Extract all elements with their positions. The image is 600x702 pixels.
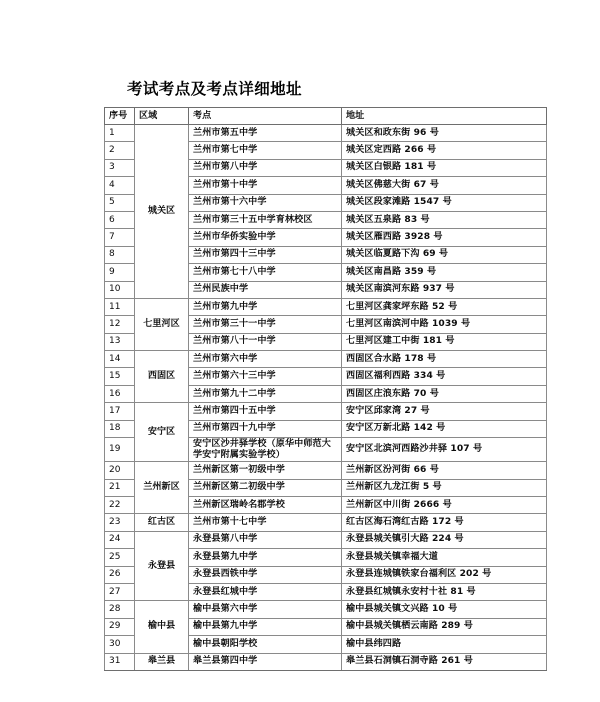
- cell-address: 皋兰县石洞镇石洞寺路 261 号: [342, 653, 547, 670]
- cell-address: 城关区临夏路下沟 69 号: [342, 246, 547, 263]
- table-row: [105, 125, 547, 142]
- table-header-row: [105, 108, 547, 125]
- column-header-region: 区域: [135, 108, 189, 125]
- cell-site: 兰州民族中学: [189, 281, 342, 298]
- cell-site: 兰州市第六十三中学: [189, 368, 342, 385]
- cell-site: 永登县第九中学: [189, 549, 342, 566]
- cell-site: 兰州市第四十九中学: [189, 420, 342, 437]
- cell-address: 兰州新区汾河街 66 号: [342, 462, 547, 479]
- cell-region: 西固区: [135, 351, 189, 403]
- cell-seq: 11: [105, 298, 135, 315]
- cell-site: 兰州市第七十八中学: [189, 264, 342, 281]
- cell-seq: 4: [105, 177, 135, 194]
- cell-site: 兰州市第四十三中学: [189, 246, 342, 263]
- cell-site: 榆中县第九中学: [189, 618, 342, 635]
- cell-site: 兰州市第七中学: [189, 142, 342, 159]
- cell-site: 兰州市第四十五中学: [189, 403, 342, 420]
- cell-address: 安宁区邱家湾 27 号: [342, 403, 547, 420]
- cell-address: 城关区白银路 181 号: [342, 159, 547, 176]
- column-header-site: 考点: [189, 108, 342, 125]
- cell-region: 兰州新区: [135, 462, 189, 514]
- cell-address: 永登县红城镇永安村十社 81 号: [342, 583, 547, 600]
- cell-site: 兰州市第九中学: [189, 298, 342, 315]
- cell-site: 兰州新区第二初级中学: [189, 479, 342, 496]
- cell-site: 兰州市第十七中学: [189, 514, 342, 531]
- cell-address: 城关区南昌路 359 号: [342, 264, 547, 281]
- table-row: [105, 653, 547, 670]
- cell-seq: 17: [105, 403, 135, 420]
- cell-seq: 6: [105, 211, 135, 228]
- cell-address: 城关区五泉路 83 号: [342, 211, 547, 228]
- cell-address: 城关区南滨河东路 937 号: [342, 281, 547, 298]
- cell-region: 榆中县: [135, 601, 189, 653]
- cell-address: 永登县城关镇幸福大道: [342, 549, 547, 566]
- cell-address: 永登县连城镇铁家台福利区 202 号: [342, 566, 547, 583]
- cell-address: 城关区佛慈大街 67 号: [342, 177, 547, 194]
- cell-address: 西固区合水路 178 号: [342, 351, 547, 368]
- cell-seq: 18: [105, 420, 135, 437]
- cell-address: 城关区段家滩路 1547 号: [342, 194, 547, 211]
- cell-seq: 26: [105, 566, 135, 583]
- cell-seq: 25: [105, 549, 135, 566]
- cell-seq: 5: [105, 194, 135, 211]
- cell-address: 七里河区南滨河中路 1039 号: [342, 316, 547, 333]
- cell-site: 兰州市第十中学: [189, 177, 342, 194]
- cell-site: 兰州市第十六中学: [189, 194, 342, 211]
- cell-seq: 3: [105, 159, 135, 176]
- cell-site: 兰州市第六中学: [189, 351, 342, 368]
- cell-site: 榆中县第六中学: [189, 601, 342, 618]
- cell-site: 兰州市第五中学: [189, 125, 342, 142]
- cell-region: 皋兰县: [135, 653, 189, 670]
- cell-region: 红古区: [135, 514, 189, 531]
- cell-seq: 22: [105, 497, 135, 514]
- cell-seq: 19: [105, 438, 135, 462]
- cell-address: 西固区福利西路 334 号: [342, 368, 547, 385]
- cell-site: 皋兰县第四中学: [189, 653, 342, 670]
- cell-site: 安宁区沙井驿学校（原华中师范大学安宁附属实验学校）: [189, 438, 342, 462]
- cell-address: 兰州新区中川街 2666 号: [342, 497, 547, 514]
- cell-seq: 28: [105, 601, 135, 618]
- cell-seq: 2: [105, 142, 135, 159]
- cell-address: 城关区定西路 266 号: [342, 142, 547, 159]
- column-header-address: 地址: [342, 108, 547, 125]
- cell-address: 榆中县纬四路: [342, 636, 547, 653]
- cell-address: 榆中县城关镇文兴路 10 号: [342, 601, 547, 618]
- cell-seq: 23: [105, 514, 135, 531]
- cell-seq: 31: [105, 653, 135, 670]
- table-row: [105, 351, 547, 368]
- cell-address: 兰州新区九龙江街 5 号: [342, 479, 547, 496]
- cell-seq: 13: [105, 333, 135, 350]
- cell-address: 安宁区北滨河西路沙井驿 107 号: [342, 438, 547, 462]
- cell-region: 城关区: [135, 125, 189, 299]
- cell-site: 永登县西铁中学: [189, 566, 342, 583]
- cell-seq: 10: [105, 281, 135, 298]
- cell-site: 兰州市第九十二中学: [189, 385, 342, 402]
- cell-address: 永登县城关镇引大路 224 号: [342, 531, 547, 548]
- exam-sites-table-container: [104, 107, 546, 671]
- cell-region: 七里河区: [135, 298, 189, 350]
- cell-seq: 9: [105, 264, 135, 281]
- cell-site: 兰州市第八中学: [189, 159, 342, 176]
- cell-seq: 21: [105, 479, 135, 496]
- cell-site: 永登县红城中学: [189, 583, 342, 600]
- exam-sites-table: [104, 107, 547, 671]
- cell-region: 永登县: [135, 531, 189, 601]
- cell-seq: 29: [105, 618, 135, 635]
- cell-address: 安宁区万新北路 142 号: [342, 420, 547, 437]
- cell-address: 城关区和政东街 96 号: [342, 125, 547, 142]
- cell-seq: 12: [105, 316, 135, 333]
- cell-address: 西固区庄浪东路 70 号: [342, 385, 547, 402]
- cell-site: 永登县第八中学: [189, 531, 342, 548]
- table-row: [105, 601, 547, 618]
- cell-seq: 20: [105, 462, 135, 479]
- cell-seq: 1: [105, 125, 135, 142]
- cell-site: 兰州市第八十一中学: [189, 333, 342, 350]
- cell-seq: 14: [105, 351, 135, 368]
- cell-site: 兰州新区瑞岭名郡学校: [189, 497, 342, 514]
- table-row: [105, 403, 547, 420]
- cell-region: 安宁区: [135, 403, 189, 462]
- table-row: [105, 531, 547, 548]
- table-body: [105, 125, 547, 671]
- table-header: [105, 108, 547, 125]
- cell-site: 兰州市第三十五中学育林校区: [189, 211, 342, 228]
- cell-site: 兰州新区第一初级中学: [189, 462, 342, 479]
- cell-seq: 7: [105, 229, 135, 246]
- cell-address: 七里河区龚家坪东路 52 号: [342, 298, 547, 315]
- cell-seq: 8: [105, 246, 135, 263]
- cell-seq: 16: [105, 385, 135, 402]
- column-header-seq: 序号: [105, 108, 135, 125]
- cell-address: 城关区雁西路 3928 号: [342, 229, 547, 246]
- table-row: [105, 514, 547, 531]
- page-title: 考试考点及考点详细地址: [127, 80, 302, 98]
- cell-seq: 15: [105, 368, 135, 385]
- cell-address: 榆中县城关镇栖云南路 289 号: [342, 618, 547, 635]
- cell-site: 兰州市华侨实验中学: [189, 229, 342, 246]
- cell-seq: 24: [105, 531, 135, 548]
- cell-seq: 30: [105, 636, 135, 653]
- cell-site: 榆中县朝阳学校: [189, 636, 342, 653]
- table-row: [105, 462, 547, 479]
- cell-address: 七里河区建工中街 181 号: [342, 333, 547, 350]
- cell-seq: 27: [105, 583, 135, 600]
- cell-site: 兰州市第三十一中学: [189, 316, 342, 333]
- table-row: [105, 298, 547, 315]
- cell-address: 红古区海石湾红古路 172 号: [342, 514, 547, 531]
